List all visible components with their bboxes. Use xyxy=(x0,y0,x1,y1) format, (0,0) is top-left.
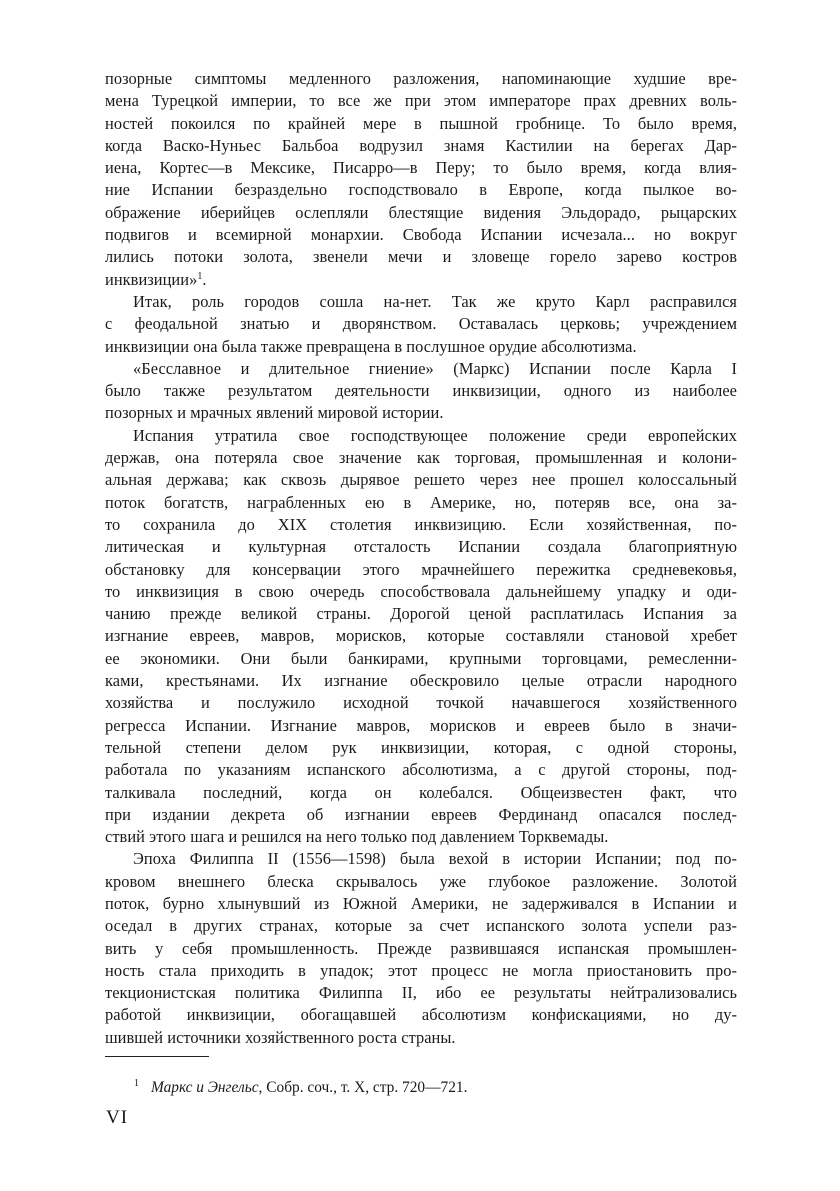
text-line: поток, бурно хлынувший из Южной Америки, не задерживался в Испании и xyxy=(105,893,737,913)
footnote-citation: , Собр. соч., т. X, стр. 720—721. xyxy=(258,1079,468,1096)
text-line: регресса Испании. Изгнание мавров, морисков и евреев было в значи- xyxy=(105,715,737,735)
text-line: ностей покоился по крайней мере в пышной гробнице. То было время, xyxy=(105,113,737,133)
text-line: работой инквизиции, обогащавшей абсолютизм конфискациями, но ду- xyxy=(105,1005,737,1025)
footnote-author: Маркс и Энгельс xyxy=(151,1079,259,1096)
text-line: талкивала последний, когда он колебался. Общеизвестен факт, что xyxy=(105,782,737,802)
text-line: работала по указаниям испанского абсолютизма, а с другой стороны, под- xyxy=(105,760,737,780)
main-text xyxy=(105,68,737,1049)
paragraph xyxy=(105,848,737,1049)
text-line: поток богатств, награбленных ею в Америке, но, потеряв все, она за- xyxy=(105,492,737,512)
paragraph xyxy=(105,291,737,358)
text-line: ее экономики. Они были банкирами, крупными торговцами, ремесленни- xyxy=(105,648,737,668)
text-line: Испания утратила свое господствующее положение среди европейских xyxy=(133,425,737,445)
text-line: инквизиции»$^1$. xyxy=(105,269,207,289)
page-number: VI xyxy=(106,1107,129,1128)
text-line: позорных и мрачных явлений мировой истории. xyxy=(105,403,444,423)
text-line: Итак, роль городов сошла на-нет. Так же круто Карл расправился xyxy=(133,291,737,311)
footnote-divider xyxy=(105,1056,209,1057)
footnote-number: 1 xyxy=(134,1078,139,1089)
text-line: мена Турецкой империи, то все же при этом императоре прах древних воль- xyxy=(105,91,737,111)
text-line: то инквизиция в свою очередь способствовала дальнейшему упадку и оди- xyxy=(105,581,737,601)
text-line: ствий этого шага и решился на него только под давлением Торквемады. xyxy=(105,827,609,847)
paragraph xyxy=(105,425,737,849)
text-line: иена, Кортес—в Мексике, Писарро—в Перу; то было время, когда влия- xyxy=(105,158,737,178)
text-line: тельной степени делом рук инквизиции, которая, с одной стороны, xyxy=(105,737,737,757)
text-line: лились потоки золота, звенели мечи и зловеще горело зарево костров xyxy=(105,247,737,267)
text-line: Эпоха Филиппа II (1556—1598) была вехой в истории Испании; под по- xyxy=(133,849,737,869)
text-line: чанию прежде великой страны. Дорогой ценой расплатилась Испания за xyxy=(105,604,737,624)
text-line: текционистская политика Филиппа II, ибо ее результаты нейтрализовались xyxy=(105,983,737,1003)
text-line: инквизиции она была также превращена в послушное орудие абсолютизма. xyxy=(105,336,637,356)
text-line: вить у себя промышленность. Прежде развившаяся испанская промышлен- xyxy=(105,938,737,958)
footnote-marker[interactable]: 1 xyxy=(197,270,203,282)
text-line: изгнание евреев, мавров, морисков, которые составляли становой хребет xyxy=(105,626,737,646)
text-line: обстановку для консервации этого мрачнейшего пережитка средневековья, xyxy=(105,559,737,579)
text-line: было также результатом деятельности инквизиции, одного из наиболее xyxy=(105,381,737,401)
text-line: альная держава; как сквозь дырявое решето через нее прошел колоссальный xyxy=(105,470,737,490)
text-line: хозяйства и послужило исходной точкой начавшегося хозяйственного xyxy=(105,693,737,713)
line-text: инквизиции» xyxy=(105,269,198,289)
text-line: когда Васко-Нуньес Бальбоа водрузил знамя Кастилии на берегах Дар- xyxy=(105,135,737,155)
text-line: с феодальной знатью и дворянством. Оставалась церковь; учреждением xyxy=(105,314,737,334)
text-line: шившей источники хозяйственного роста страны. xyxy=(105,1027,456,1047)
footnote xyxy=(134,1074,467,1098)
text-line: оседал в других странах, которые за счет испанского золота успели раз- xyxy=(105,916,737,936)
text-line: подвигов и всемирной монархии. Свобода Испании исчезала... но вокруг xyxy=(105,225,737,245)
paragraph xyxy=(105,68,737,291)
text-line: ние Испании безраздельно господствовало в Европе, когда пылкое во- xyxy=(105,180,737,200)
paragraph xyxy=(105,358,737,425)
text-line: ками, крестьянами. Их изгнание обескровило целые отрасли народного xyxy=(105,671,737,691)
text-line: литическая и культурная отсталость Испании создала благоприятную xyxy=(105,537,737,557)
text-line: ображение иберийцев ослепляли блестящие видения Эльдорадо, рыцарских xyxy=(105,202,737,222)
text-line: кровом внешнего блеска скрывалось уже глубокое разложение. Золотой xyxy=(105,871,737,891)
text-line: держав, она потеряла свое значение как торговая, промышленная и колони- xyxy=(105,448,737,468)
text-line: «Бесславное и длительное гниение» (Маркс) Испании после Карла I xyxy=(133,358,737,378)
text-line: при издании декрета об изгнании евреев Фердинанд опасался послед- xyxy=(105,804,737,824)
text-line: то сохранила до XIX столетия инквизицию. Если хозяйственная, по- xyxy=(105,514,737,534)
text-line: ность стала приходить в упадок; этот процесс не могла приостановить про- xyxy=(105,960,737,980)
text-line: позорные симптомы медленного разложения, напоминающие худшие вре- xyxy=(105,69,737,88)
